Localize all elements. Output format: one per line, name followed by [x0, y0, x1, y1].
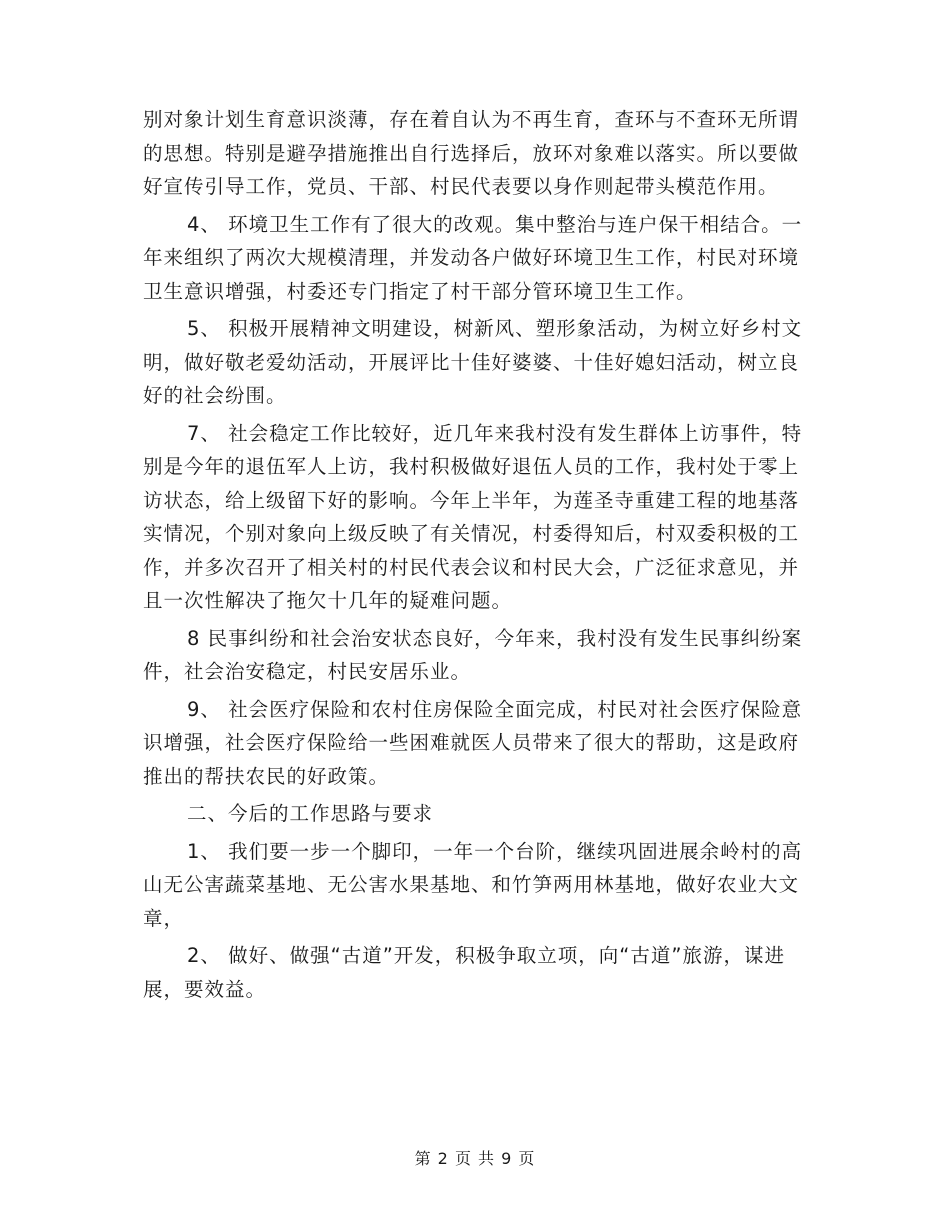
- paragraph-item-5: 5、 积极开展精神文明建设，树新风、塑形象活动，为树立好乡村文明，做好敬老爱幼活动，开展评比十佳好婆婆、十佳好媳妇活动，树立良好的社会纷围。: [143, 317, 803, 407]
- paragraph-item-4: 4、 环境卫生工作有了很大的改观。集中整治与连户保干相结合。一年来组织了两次大规模清理，并发动各户做好环境卫生工作，村民对环境卫生意识增强，村委还专门指定了村干部分管环境卫生工作。: [143, 212, 803, 303]
- paragraph-item-8: 8 民事纠纷和社会治安状态良好，今年来，我村没有发生民事纠纷案件，社会治安稳定，村民安居乐业。: [143, 626, 803, 683]
- paragraph-continuation: 别对象计划生育意识淡薄，存在着自认为不再生育，查环与不查环无所谓的思想。特别是避孕措施推出自行选择后，放环对象难以落实。所以要做好宣传引导工作，党员、干部、村民代表要以身作则起带头模范作用。: [143, 108, 800, 198]
- paragraph-plan-1: 1、 我们要一步一个脚印，一年一个台阶，继续巩固进展余岭村的高山无公害蔬菜基地、无公害水果基地、和竹笋两用林基地，做好农业大文章，: [143, 839, 803, 930]
- document-body: [143, 103, 813, 1010]
- section-heading: 二、今后的工作思路与要求: [187, 802, 434, 825]
- paragraph-plan-2: 2、 做好、做强“古道”开发，积极争取立项，向“古道”旅游，谋进展，要效益。: [143, 944, 786, 1001]
- page-number-footer: 第 2 页 共 9 页: [414, 1149, 536, 1168]
- paragraph-item-7: 7、 社会稳定工作比较好，近几年来我村没有发生群体上访事件，特别是今年的退伍军人上访，我村积极做好退伍人员的工作，我村处于零上访状态，给上级留下好的影响。今年上半年，为莲圣寺重建工程的地基落实情况，个别对象向上级反映了有关情况，村委得知后，村双委积极的工作，并多次召开了相关村的村民代表会议和村民大会，广泛征求意见，并且一次性解决了拖欠十几年的疑难问题。: [143, 421, 803, 612]
- paragraph-item-9: 9、 社会医疗保险和农村住房保险全面完成，村民对社会医疗保险意识增强，社会医疗保险给一些困难就医人员带来了很大的帮助，这是政府推出的帮扶农民的好政策。: [143, 697, 803, 788]
